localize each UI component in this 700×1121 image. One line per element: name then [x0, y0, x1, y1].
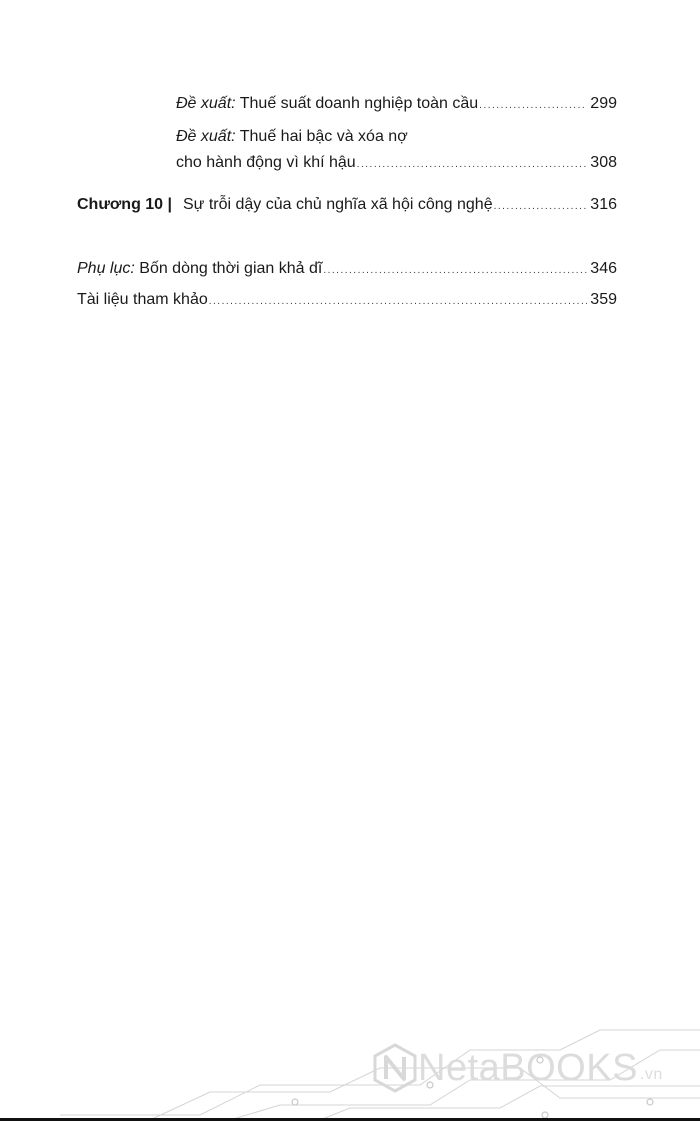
toc-entry-text: Sự trỗi dậy của chủ nghĩa xã hội công nghệ: [183, 196, 493, 213]
watermark-brand: NetaBOOKS: [418, 1046, 638, 1089]
toc-entry-climate-debt[interactable]: [176, 153, 617, 173]
dot-leader: [209, 295, 588, 309]
toc-entry-text-continued: cho hành động vì khí hậu: [176, 154, 356, 171]
neta-n-logo-icon: [372, 1043, 418, 1093]
toc-entry-appendix[interactable]: [77, 259, 617, 279]
toc-entry-text: Tài liệu tham khảo: [77, 291, 208, 308]
toc-page-number: 346: [590, 260, 617, 277]
toc-entry-title: [176, 94, 478, 114]
toc-entry-corporate-tax[interactable]: [176, 94, 617, 114]
watermark-suffix: .vn: [639, 1066, 663, 1083]
toc-entry-text: Thuế hai bậc và xóa nợ: [239, 128, 408, 145]
toc-entry-prefix: Phụ lục:: [77, 260, 135, 277]
dot-leader: [357, 158, 588, 172]
toc-entry-prefix: Đề xuất:: [176, 95, 236, 112]
toc-entry-title: [176, 127, 408, 147]
dot-leader: [479, 99, 587, 113]
toc-page-number: 316: [590, 196, 617, 213]
toc-entry-references[interactable]: [77, 290, 617, 310]
toc-entry-prefix: Đề xuất:: [176, 128, 236, 145]
dot-leader: [323, 264, 587, 278]
toc-entry-title: [77, 259, 322, 279]
toc-entry-chapter-10[interactable]: [183, 195, 617, 215]
toc-page-number: 308: [590, 154, 617, 171]
toc-page-number: 299: [590, 95, 617, 112]
dot-leader: [494, 200, 588, 214]
toc-entry-text: Thuế suất doanh nghiệp toàn cầu: [239, 95, 479, 112]
chapter-label: Chương 10 |: [77, 196, 172, 213]
watermark: [372, 1043, 663, 1093]
toc-page-number: 359: [590, 291, 617, 308]
toc-entry-text: Bốn dòng thời gian khả dĩ: [139, 260, 323, 277]
